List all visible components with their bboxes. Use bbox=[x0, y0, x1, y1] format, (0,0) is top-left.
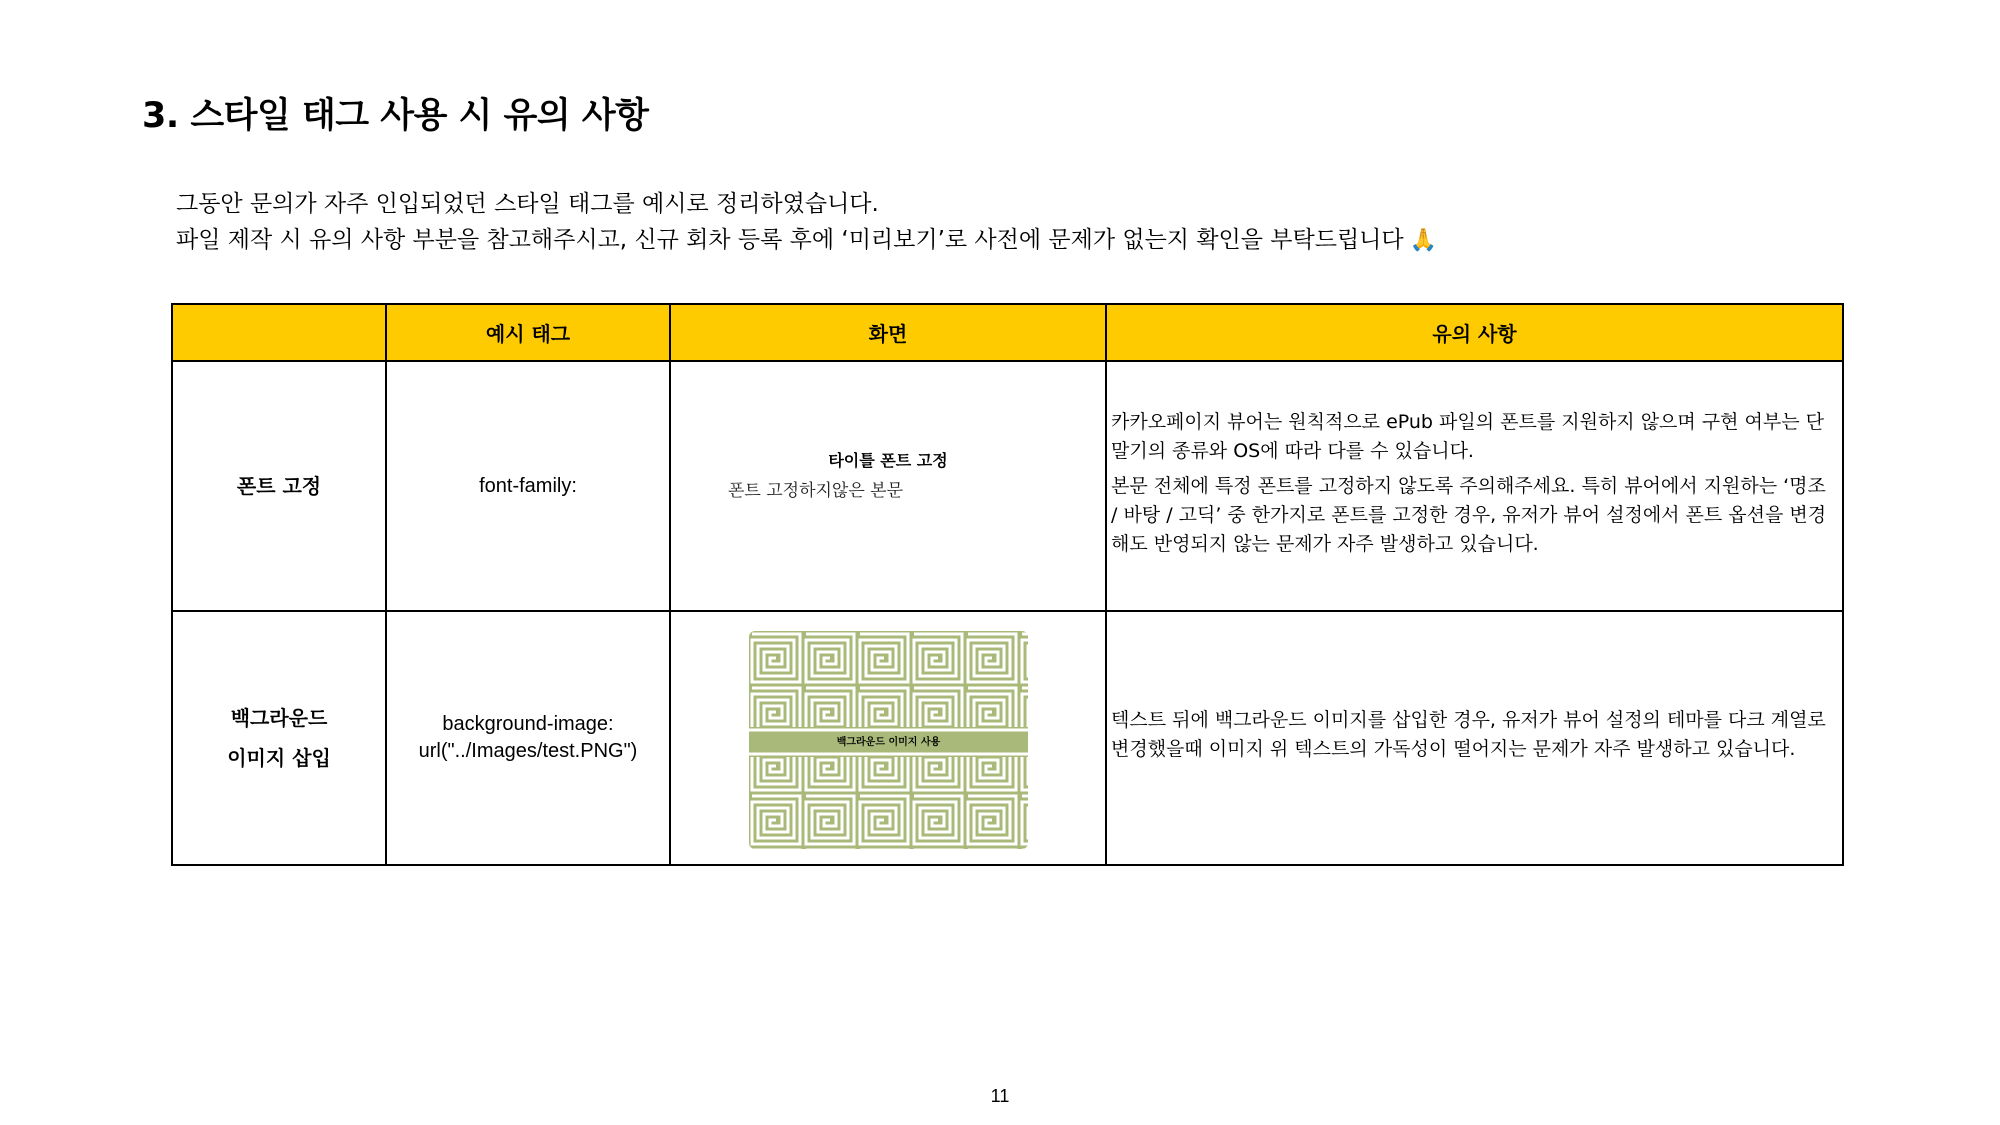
header-notes: 유의 사항 bbox=[1106, 304, 1843, 361]
background-pattern-image bbox=[749, 631, 1028, 849]
preview-body-text: 폰트 고정하지않은 본문 bbox=[728, 481, 904, 501]
header-example-tag: 예시 태그 bbox=[386, 304, 670, 361]
intro-line-1: 그동안 문의가 자주 인입되었던 스타일 태그를 예시로 정리하였습니다. bbox=[176, 191, 879, 217]
row-label-background-image: 백그라운드 이미지 삽입 bbox=[172, 611, 386, 865]
intro-text bbox=[176, 186, 1437, 259]
table-row-background bbox=[172, 611, 1843, 865]
tag-font-family: font-family: bbox=[386, 361, 670, 611]
table-row-font bbox=[172, 361, 1843, 611]
note-paragraph: 카카오페이지 뷰어는 원칙적으로 ePub 파일의 폰트를 지원하지 않으며 구현 여부는 단말기의 종류와 OS에 따라 다를 수 있습니다. bbox=[1111, 410, 1824, 462]
note-paragraph: 본문 전체에 특정 폰트를 고정하지 않도록 주의해주세요. 특히 뷰어에서 지원하는 ‘명조 / 바탕 / 고딕’ 중 한가지로 폰트를 고정한 경우, 유저가 뷰어 설정에서 폰트 옵션을 변경해도 반영되지 않는 문제가 자주 발생하고 있습니다. bbox=[1111, 474, 1827, 555]
note-paragraph: 텍스트 뒤에 백그라운드 이미지를 삽입한 경우, 유저가 뷰어 설정의 테마를 다크 계열로 변경했을때 이미지 위 텍스트의 가독성이 떨어지는 문제가 자주 발생하고 있습니다. bbox=[1111, 709, 1826, 760]
notes-background bbox=[1106, 611, 1843, 865]
intro-line-2: 파일 제작 시 유의 사항 부분을 참고해주시고, 신규 회차 등록 후에 ‘미리보기’로 사전에 문제가 없는지 확인을 부탁드립니다 🙏 bbox=[176, 222, 1437, 259]
notes-font bbox=[1106, 361, 1843, 611]
header-empty bbox=[172, 304, 386, 361]
tag-background-image: background-image: url("../Images/test.PNG") bbox=[386, 611, 670, 865]
preview-title-text: 타이틀 폰트 고정 bbox=[828, 451, 948, 470]
page-number: 11 bbox=[990, 1086, 1010, 1106]
header-screen: 화면 bbox=[670, 304, 1106, 361]
preview-font bbox=[670, 361, 1106, 611]
style-tag-table bbox=[171, 303, 1844, 866]
row-label-font-fix: 폰트 고정 bbox=[172, 361, 386, 611]
preview-background bbox=[670, 611, 1106, 865]
table-header-row bbox=[172, 304, 1843, 361]
background-image-caption: 백그라운드 이미지 사용 bbox=[836, 737, 941, 748]
folded-hands-icon: 🙏 bbox=[1409, 228, 1437, 253]
page-title: 3. 스타일 태그 사용 시 유의 사항 bbox=[142, 96, 649, 136]
